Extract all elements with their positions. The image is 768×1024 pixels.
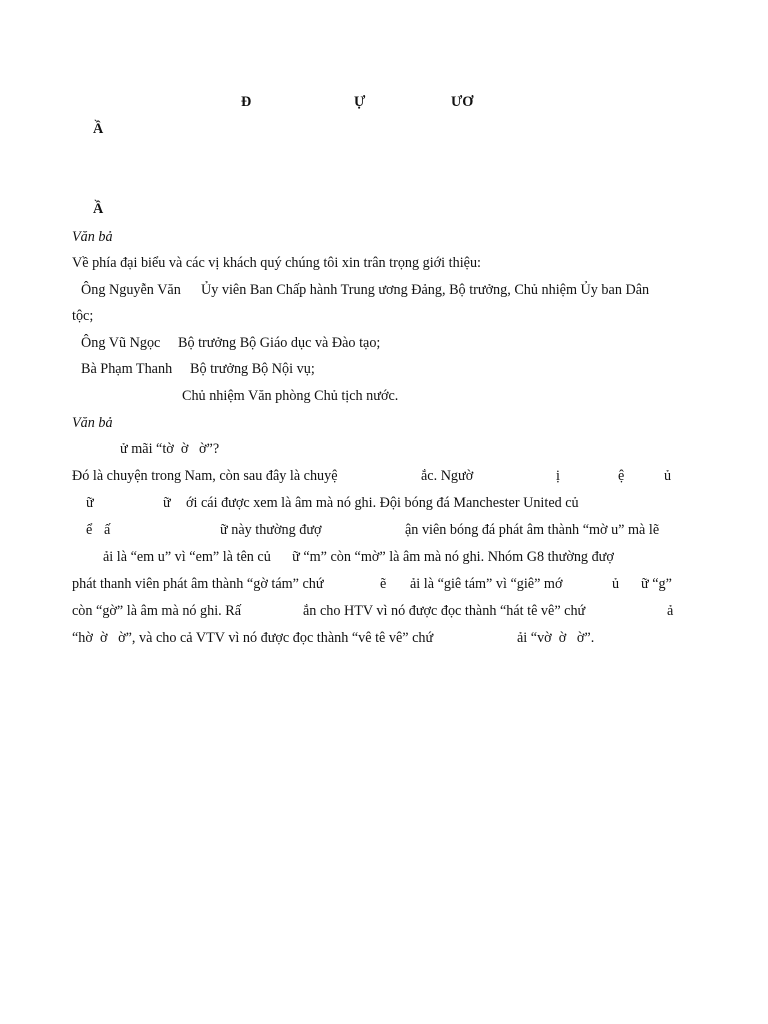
- section-1-label: Văn bả: [72, 229, 113, 245]
- list-item-1-continuation: tộc;: [72, 308, 94, 324]
- body-line-7-part-b: ải “vờ ờ ờ”.: [517, 630, 595, 646]
- list-item-2-name: Ông Vũ Ngọc: [81, 335, 161, 351]
- list-item-2-role: Bộ trưởng Bộ Giáo dục và Đào tạo;: [178, 335, 381, 351]
- heading-line-3: Ầ: [93, 201, 104, 217]
- body-line-1-part-e: ủ: [664, 468, 672, 484]
- heading-fragment-2: Ự: [354, 94, 366, 110]
- body-line-3-part-c: ữ này thường đượ: [220, 522, 322, 538]
- section-2-question: ử mãi “tờ ờ ờ”?: [120, 441, 220, 457]
- body-line-6-part-b: ắn cho HTV vì nó được đọc thành “hát tê vê” chứ: [303, 603, 586, 619]
- list-item-4-role: Chủ nhiệm Văn phòng Chủ tịch nước.: [182, 388, 399, 404]
- body-line-7-part-a: “hờ ờ ờ”, và cho cả VTV vì nó được đọc thành “vê tê vê” chứ: [72, 630, 434, 646]
- list-item-3-role: Bộ trưởng Bộ Nội vụ;: [190, 361, 315, 377]
- intro-line: Về phía đại biểu và các vị khách quý chúng tôi xin trân trọng giới thiệu:: [72, 255, 481, 271]
- heading-fragment-1: Đ: [241, 94, 252, 110]
- body-line-5-part-d: ủ: [612, 576, 620, 592]
- list-item-1-role: Ủy viên Ban Chấp hành Trung ương Đảng, Bộ trưởng, Chủ nhiệm Ủy ban Dân: [201, 282, 650, 298]
- body-line-3-part-d: ận viên bóng đá phát âm thành “mờ u” mà lẽ: [405, 522, 660, 538]
- body-line-5-part-a: phát thanh viên phát âm thành “gờ tám” chứ: [72, 576, 324, 592]
- body-line-1-part-c: ị: [556, 468, 560, 484]
- list-item-3-name: Bà Phạm Thanh: [81, 361, 173, 377]
- body-line-3-part-b: ấ: [104, 522, 111, 538]
- body-line-2-part-a: ữ: [86, 495, 94, 511]
- section-2-label: Văn bả: [72, 415, 113, 431]
- body-line-6-part-c: ả: [667, 603, 674, 619]
- body-line-5-part-b: ẽ: [380, 576, 387, 592]
- body-line-3-part-a: ể: [86, 522, 93, 538]
- body-line-2-part-b: ữ: [163, 495, 171, 511]
- heading-fragment-3: ƯƠ: [451, 94, 474, 110]
- list-item-1-name: Ông Nguyễn Văn: [81, 282, 181, 298]
- body-line-4: ải là “em u” vì “em” là tên củ ữ “m” còn “mờ” là âm mà nó ghi. Nhóm G8 thường đượ: [103, 549, 614, 565]
- body-line-1-part-b: ắc. Ngườ: [421, 468, 474, 484]
- heading-line-2: Ầ: [93, 121, 104, 137]
- body-line-1-part-a: Đó là chuyện trong Nam, còn sau đây là chuyệ: [72, 468, 338, 484]
- body-line-2-part-c: ới cái được xem là âm mà nó ghi. Đội bóng đá Manchester United củ: [186, 495, 579, 511]
- body-line-5-part-e: ữ “g”: [641, 576, 672, 592]
- body-line-1-part-d: ệ: [618, 468, 625, 484]
- body-line-5-part-c: ải là “giê tám” vì “giê” mớ: [410, 576, 563, 592]
- body-line-6-part-a: còn “gờ” là âm mà nó ghi. Rấ: [72, 603, 242, 619]
